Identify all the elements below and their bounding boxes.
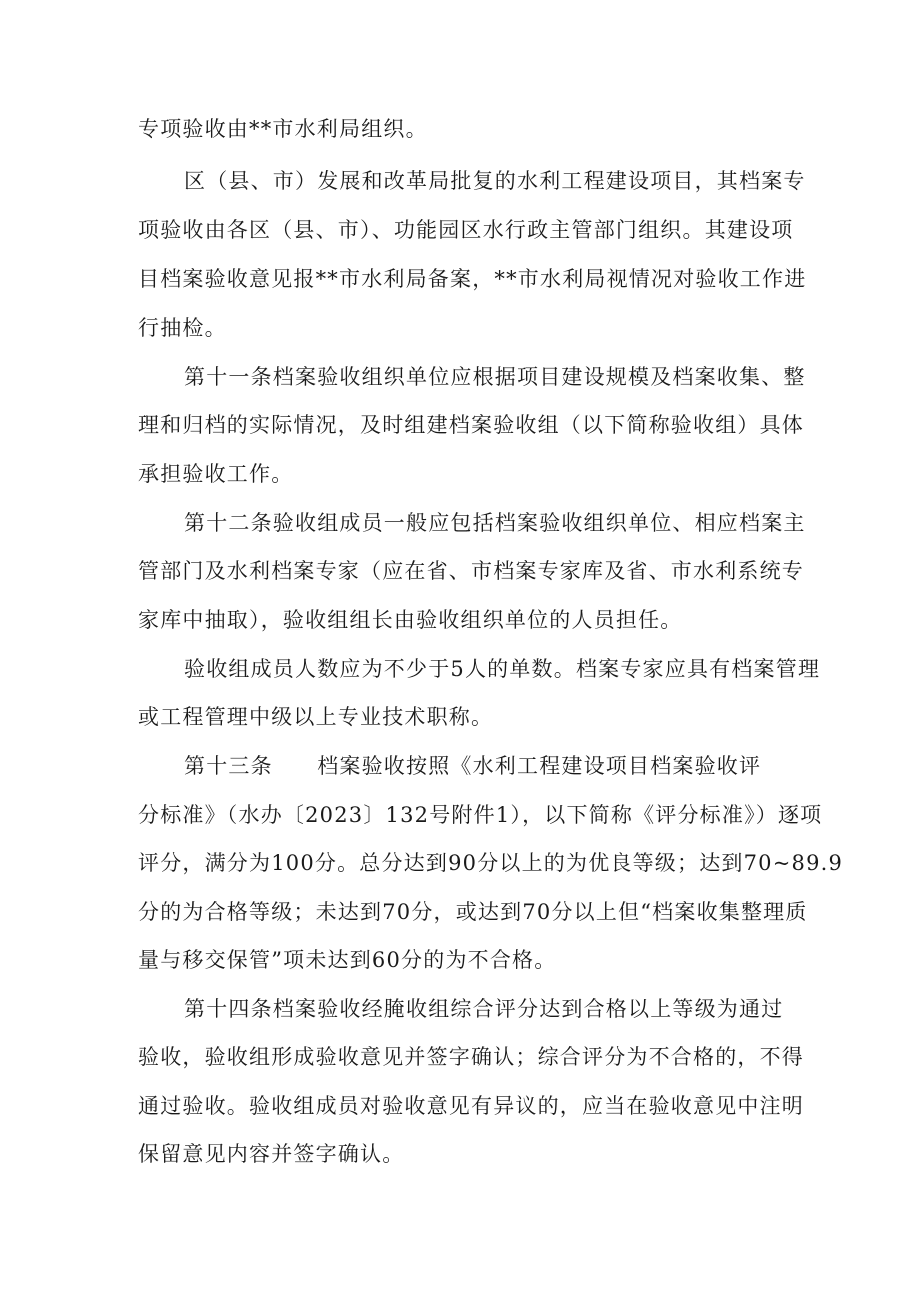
text-line-21: 通过验收。验收组成员对验收意见有异议的，应当在验收意见中注明 xyxy=(138,1094,804,1118)
text-line-22: 保留意见内容并签字确认。 xyxy=(138,1142,405,1166)
text-line-11: 家库中抽取），验收组组长由验收组织单位的人员担任。 xyxy=(138,608,683,632)
text-line-1: 专项验收由**市水利局组织。 xyxy=(138,117,428,141)
text-line-3: 项验收由各区（县、市）、功能园区水行政主管部门组织。其建设项 xyxy=(138,218,794,242)
text-line-17: 分的为合格等级；未达到70分，或达到70分以上但“档案收集整理质 xyxy=(138,900,808,924)
text-line-16: 评分，满分为100分。总分达到90分以上的为优良等级；达到70~89.9 xyxy=(138,851,844,875)
text-line-12: 验收组成员人数应为不少于5人的单数。档案专家应具有档案管理 xyxy=(184,657,821,681)
text-line-4: 目档案验收意见报**市水利局备案，**市水利局视情况对验收工作进 xyxy=(138,267,807,291)
text-line-13: 或工程管理中级以上专业技术职称。 xyxy=(138,705,494,729)
text-line-10: 管部门及水利档案专家（应在省、市档案专家库及省、市水利系统专 xyxy=(138,559,804,583)
text-line-8: 承担验收工作。 xyxy=(138,462,294,486)
text-line-18: 量与移交保管”项未达到60分的为不合格。 xyxy=(138,948,557,972)
text-line-19: 第十四条档案验收经腌收组综合评分达到合格以上等级为通过 xyxy=(184,997,784,1021)
text-line-15: 分标准》（水办〔2023〕132号附件1），以下简称《评分标准》）逐项 xyxy=(138,803,823,827)
text-line-2: 区（县、市）发展和改革局批复的水利工程建设项目，其档案专 xyxy=(184,169,806,193)
text-line-7: 理和归档的实际情况，及时组建档案验收组（以下简称验收组）具体 xyxy=(138,413,804,437)
text-line-9: 第十二条验收组成员一般应包括档案验收组织单位、相应档案主 xyxy=(184,511,806,535)
text-line-6: 第十一条档案验收组织单位应根据项目建设规模及档案收集、整 xyxy=(184,365,806,389)
text-line-14: 第十三条 档案验收按照《水利工程建设项目档案验收评 xyxy=(184,754,762,778)
text-line-5: 行抽检。 xyxy=(138,316,227,340)
text-line-20: 验收，验收组形成验收意见并签字确认；综合评分为不合格的，不得 xyxy=(138,1045,804,1069)
